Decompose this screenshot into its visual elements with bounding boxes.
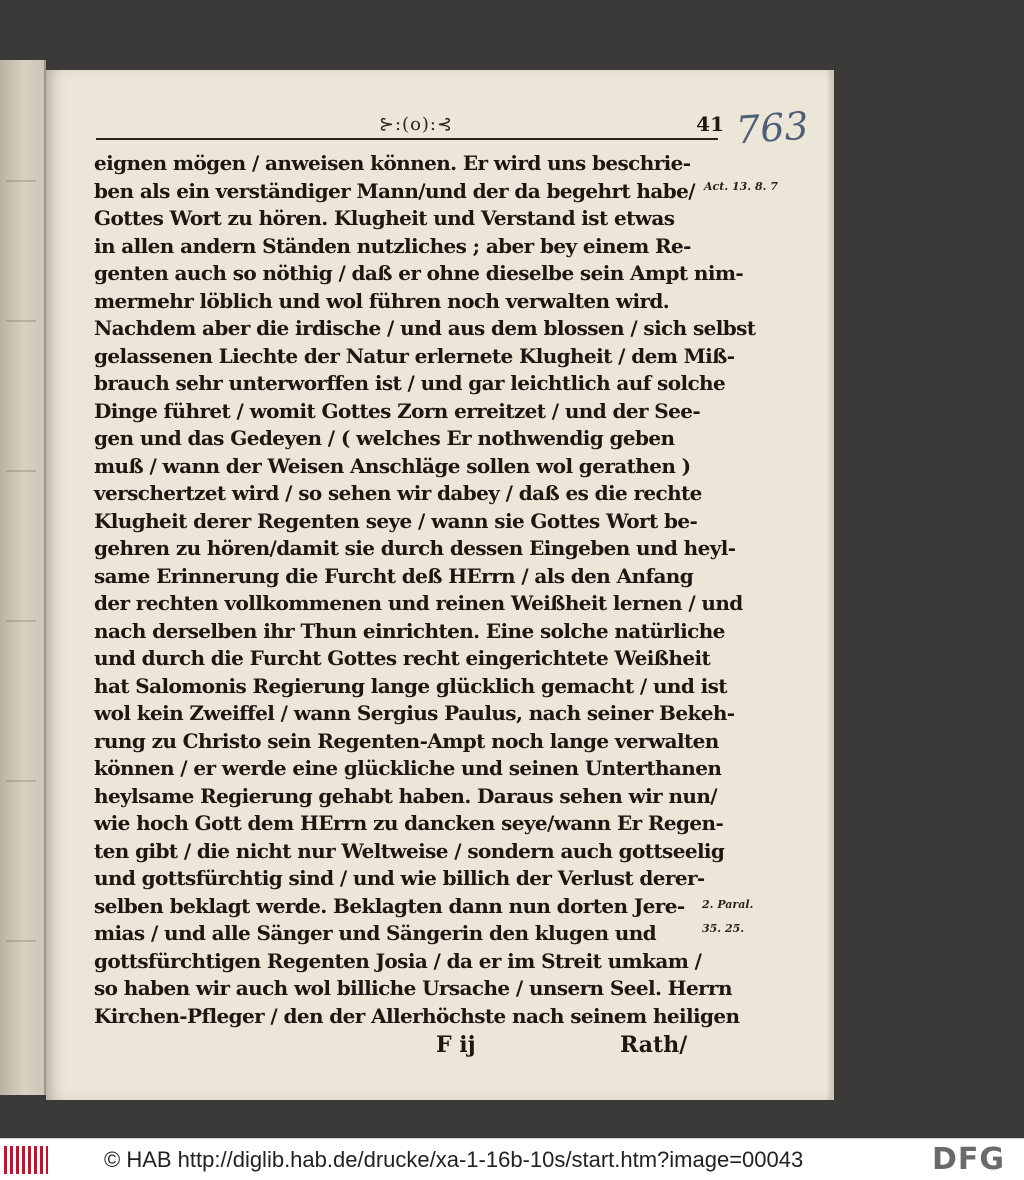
text-line: heylsame Regierung gehabt haben. Daraus sehen wir nun/ bbox=[94, 783, 718, 808]
text-line: ten gibt / die nicht nur Weltweise / sondern auch gottseelig bbox=[94, 838, 725, 863]
text-line: nach derselben ihr Thun einrichten. Eine solche natürliche bbox=[94, 618, 725, 643]
text-line: in allen andern Ständen nutzliches ; aber bey einem Re- bbox=[94, 233, 691, 258]
text-line: verschertzet wird / so sehen wir dabey / daß es die rechte bbox=[94, 481, 702, 505]
margin-note-paralipomenon: 2. Paral. bbox=[702, 898, 754, 911]
running-head bbox=[96, 110, 724, 140]
signature-mark: F ij bbox=[436, 1032, 476, 1058]
text-line: Klugheit derer Regenten seye / wann sie Gottes Wort be- bbox=[94, 508, 698, 533]
book-page bbox=[46, 70, 832, 1100]
text-line: können / er werde eine glückliche und seinen Unterthanen bbox=[94, 756, 722, 780]
text-line: Dinge führet / womit Gottes Zorn erreitzet / und der See- bbox=[94, 398, 701, 423]
text-line: Nachdem aber die irdische / und aus dem blossen / sich selbst bbox=[94, 316, 756, 340]
text-line: hat Salomonis Regierung lange glücklich gemacht / und ist bbox=[94, 673, 727, 698]
text-line: rung zu Christo sein Regenten-Ampt noch lange verwalten bbox=[94, 728, 719, 753]
margin-note-paralipomenon-verse: 35. 25. bbox=[702, 922, 745, 935]
text-line: und durch die Furcht Gottes recht eingerichtete Weißheit bbox=[94, 646, 711, 670]
text-line: der rechten vollkommenen und reinen Weißheit lernen / und bbox=[94, 591, 743, 615]
text-line: gottsfürchtigen Regenten Josia / da er im Streit umkam / bbox=[94, 948, 702, 973]
text-line: gen und das Gedeyen / ( welches Er nothwendig geben bbox=[94, 426, 675, 450]
text-line: muß / wann der Weisen Anschläge sollen wol gerathen ) bbox=[94, 453, 691, 478]
text-line: brauch sehr unterworffen ist / und gar leichtlich auf solche bbox=[94, 371, 726, 395]
previous-page-edge bbox=[0, 60, 46, 1095]
text-line: und gottsfürchtig sind / und wie billich der Verlust derer- bbox=[94, 866, 705, 890]
text-line: selben beklagt werde. Beklagten dann nun dorten Jere- bbox=[94, 893, 685, 918]
text-line: gehren zu hören/damit sie durch dessen Eingeben und heyl- bbox=[94, 536, 736, 560]
text-line: Gottes Wort zu hören. Klugheit und Verstand ist etwas bbox=[94, 206, 675, 230]
page-number: 41 bbox=[696, 112, 724, 136]
source-credit-link[interactable]: © HAB http://diglib.hab.de/drucke/xa-1-16b-10s/start.htm?image=00043 bbox=[104, 1147, 804, 1172]
text-line: so haben wir auch wol billiche Ursache / unsern Seel. Herrn bbox=[94, 976, 732, 1000]
text-line: Kirchen-Pfleger / den der Allerhöchste nach seinem heiligen bbox=[94, 1003, 740, 1028]
handwritten-folio-number: 763 bbox=[734, 103, 810, 153]
margin-note-acts: Act. 13. 8. 7 bbox=[704, 180, 778, 193]
text-line: genten auch so nöthig / daß er ohne dieselbe sein Ampt nim- bbox=[94, 261, 744, 285]
hab-logo-icon bbox=[4, 1146, 48, 1174]
text-line: mermehr löblich und wol führen noch verwalten wird. bbox=[94, 288, 670, 313]
catchword: Rath/ bbox=[620, 1032, 688, 1058]
text-line: mias / und alle Sänger und Sängerin den klugen und bbox=[94, 921, 657, 945]
text-line: eignen mögen / anweisen können. Er wird uns beschrie- bbox=[94, 151, 691, 175]
text-line: gelassenen Liechte der Natur erlernete Klugheit / dem Miß- bbox=[94, 343, 735, 368]
text-line: same Erinnerung die Furcht deß HErrn / als den Anfang bbox=[94, 563, 694, 588]
text-line: wie hoch Gott dem HErrn zu dancken seye/wann Er Regen- bbox=[94, 811, 724, 835]
text-line: wol kein Zweiffel / wann Sergius Paulus, nach seiner Bekeh- bbox=[94, 701, 735, 725]
dfg-logo: DFG bbox=[932, 1142, 1006, 1177]
body-text bbox=[94, 150, 756, 1030]
attribution-bar bbox=[0, 1138, 1024, 1180]
text-line: ben als ein verständiger Mann/und der da begehrt habe/ bbox=[94, 178, 695, 203]
header-ornament: ⊱:(o):⊰ bbox=[378, 114, 454, 135]
